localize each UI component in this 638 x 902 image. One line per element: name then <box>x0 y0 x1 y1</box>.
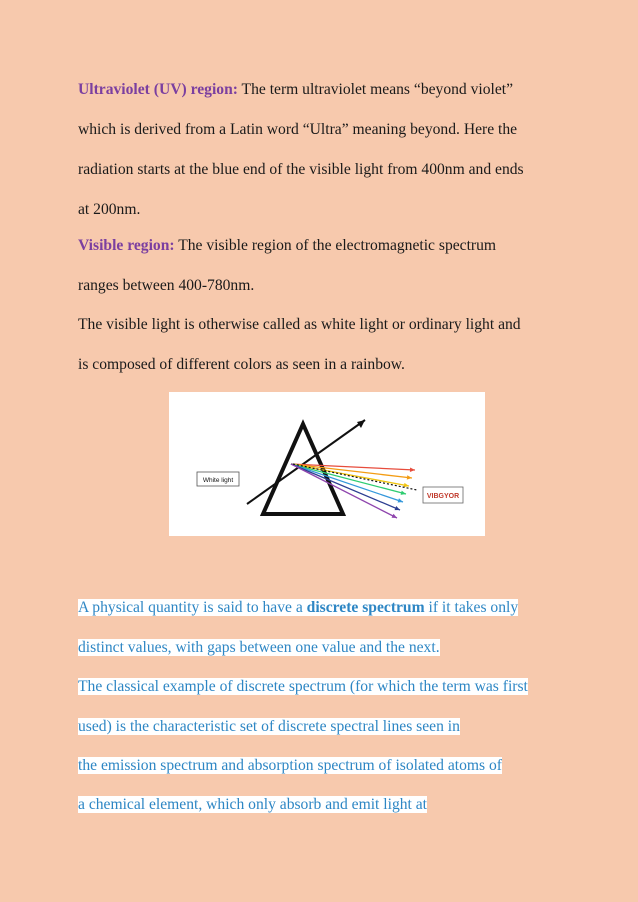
uv-heading: Ultraviolet (UV) region: <box>78 81 238 98</box>
spectrum-ray <box>291 464 397 518</box>
discrete-paragraph-line-2 <box>78 638 440 658</box>
vibgyor-label: VIBGYOR <box>426 493 460 500</box>
visible-paragraph-line-2: ranges between 400-780nm. <box>78 277 255 294</box>
uv-paragraph-line-3: radiation starts at the blue end of the visible light from 400nm and ends <box>78 161 524 178</box>
discrete-paragraph-line-6 <box>78 795 427 815</box>
discrete-line-1a: A physical quantity is said to have a <box>78 599 307 616</box>
dispersed-rays <box>291 464 415 518</box>
discrete-line-5-text: the emission spectrum and absorption spectrum of isolated atoms of <box>78 757 502 774</box>
discrete-line-4-text: used) is the characteristic set of discrete spectral lines seen in <box>78 718 460 735</box>
discrete-line-2-text: distinct values, with gaps between one value and the next. <box>78 639 440 656</box>
prism-dispersion-figure <box>169 392 485 536</box>
discrete-spectrum-term: discrete spectrum <box>306 599 425 616</box>
uv-line-1-text: The term ultraviolet means “beyond violet” <box>237 81 514 98</box>
uv-paragraph-line-2: which is derived from a Latin word “Ultra” meaning beyond. Here the <box>78 121 518 138</box>
discrete-line-6-text: a chemical element, which only absorb and emit light at <box>78 796 428 813</box>
spectrum-ray-arrowhead <box>404 483 409 487</box>
white-light-label: White light <box>202 477 234 484</box>
visible-heading: Visible region: <box>78 237 175 254</box>
discrete-paragraph-line-5 <box>78 756 502 776</box>
uv-paragraph-line-4: at 200nm. <box>78 201 141 218</box>
spectrum-ray-arrowhead <box>398 498 403 502</box>
visible-paragraph-line-3: The visible light is otherwise called as white light or ordinary light and <box>78 316 521 333</box>
discrete-paragraph-line-1 <box>78 598 518 618</box>
visible-line-1-text: The visible region of the electromagnetic spectrum <box>174 237 497 254</box>
discrete-paragraph-line-3 <box>78 677 528 697</box>
visible-paragraph-line-1 <box>78 236 496 256</box>
discrete-paragraph-line-4 <box>78 717 460 737</box>
visible-paragraph-line-4: is composed of different colors as seen in a rainbow. <box>78 356 405 373</box>
prism-diagram <box>169 392 485 536</box>
spectrum-ray <box>291 464 403 502</box>
uv-paragraph-line-1 <box>78 80 513 100</box>
discrete-line-1b: if it takes only <box>424 599 519 616</box>
discrete-line-3-text: The classical example of discrete spectrum (for which the term was first <box>78 678 528 695</box>
spectrum-ray-arrowhead <box>410 468 415 472</box>
